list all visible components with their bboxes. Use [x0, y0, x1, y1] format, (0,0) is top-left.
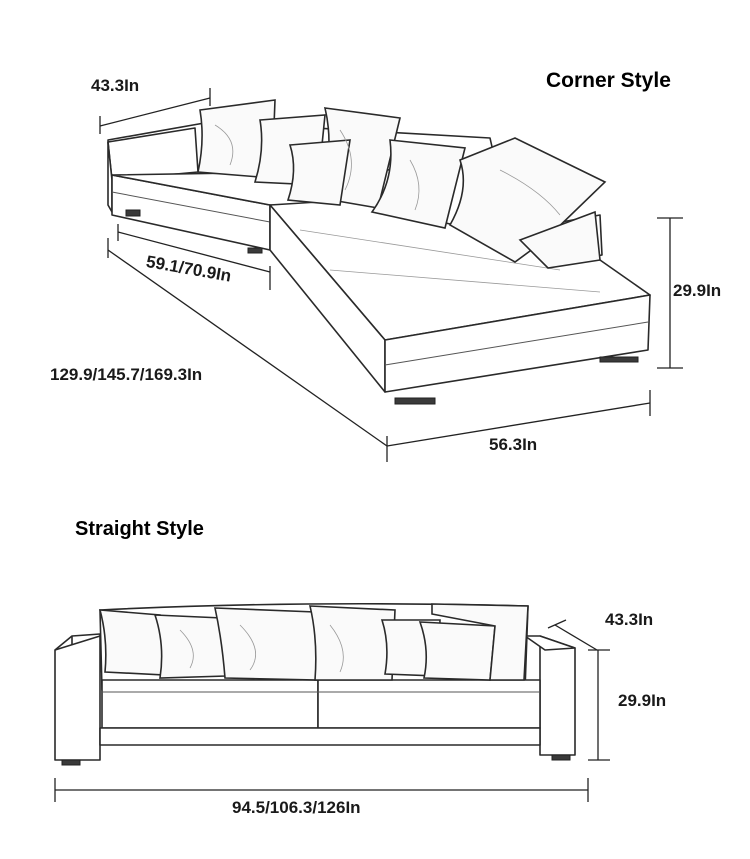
corner-sofa-sketch — [108, 100, 650, 404]
corner-depth-label: 43.3In — [91, 76, 140, 95]
corner-length-label: 129.9/145.7/169.3In — [50, 365, 203, 384]
straight-depth-label: 43.3In — [605, 610, 654, 629]
corner-side-label: 59.1/70.9In — [144, 252, 233, 286]
straight-height-label: 29.9In — [618, 691, 667, 710]
straight-sofa-sketch — [55, 604, 575, 765]
corner-height-label: 29.9In — [673, 281, 722, 300]
straight-style-title: Straight Style — [75, 518, 204, 540]
corner-style-title: Corner Style — [546, 69, 671, 92]
straight-length-label: 94.5/106.3/126In — [232, 798, 361, 817]
corner-chaise-width-label: 56.3In — [489, 435, 538, 454]
